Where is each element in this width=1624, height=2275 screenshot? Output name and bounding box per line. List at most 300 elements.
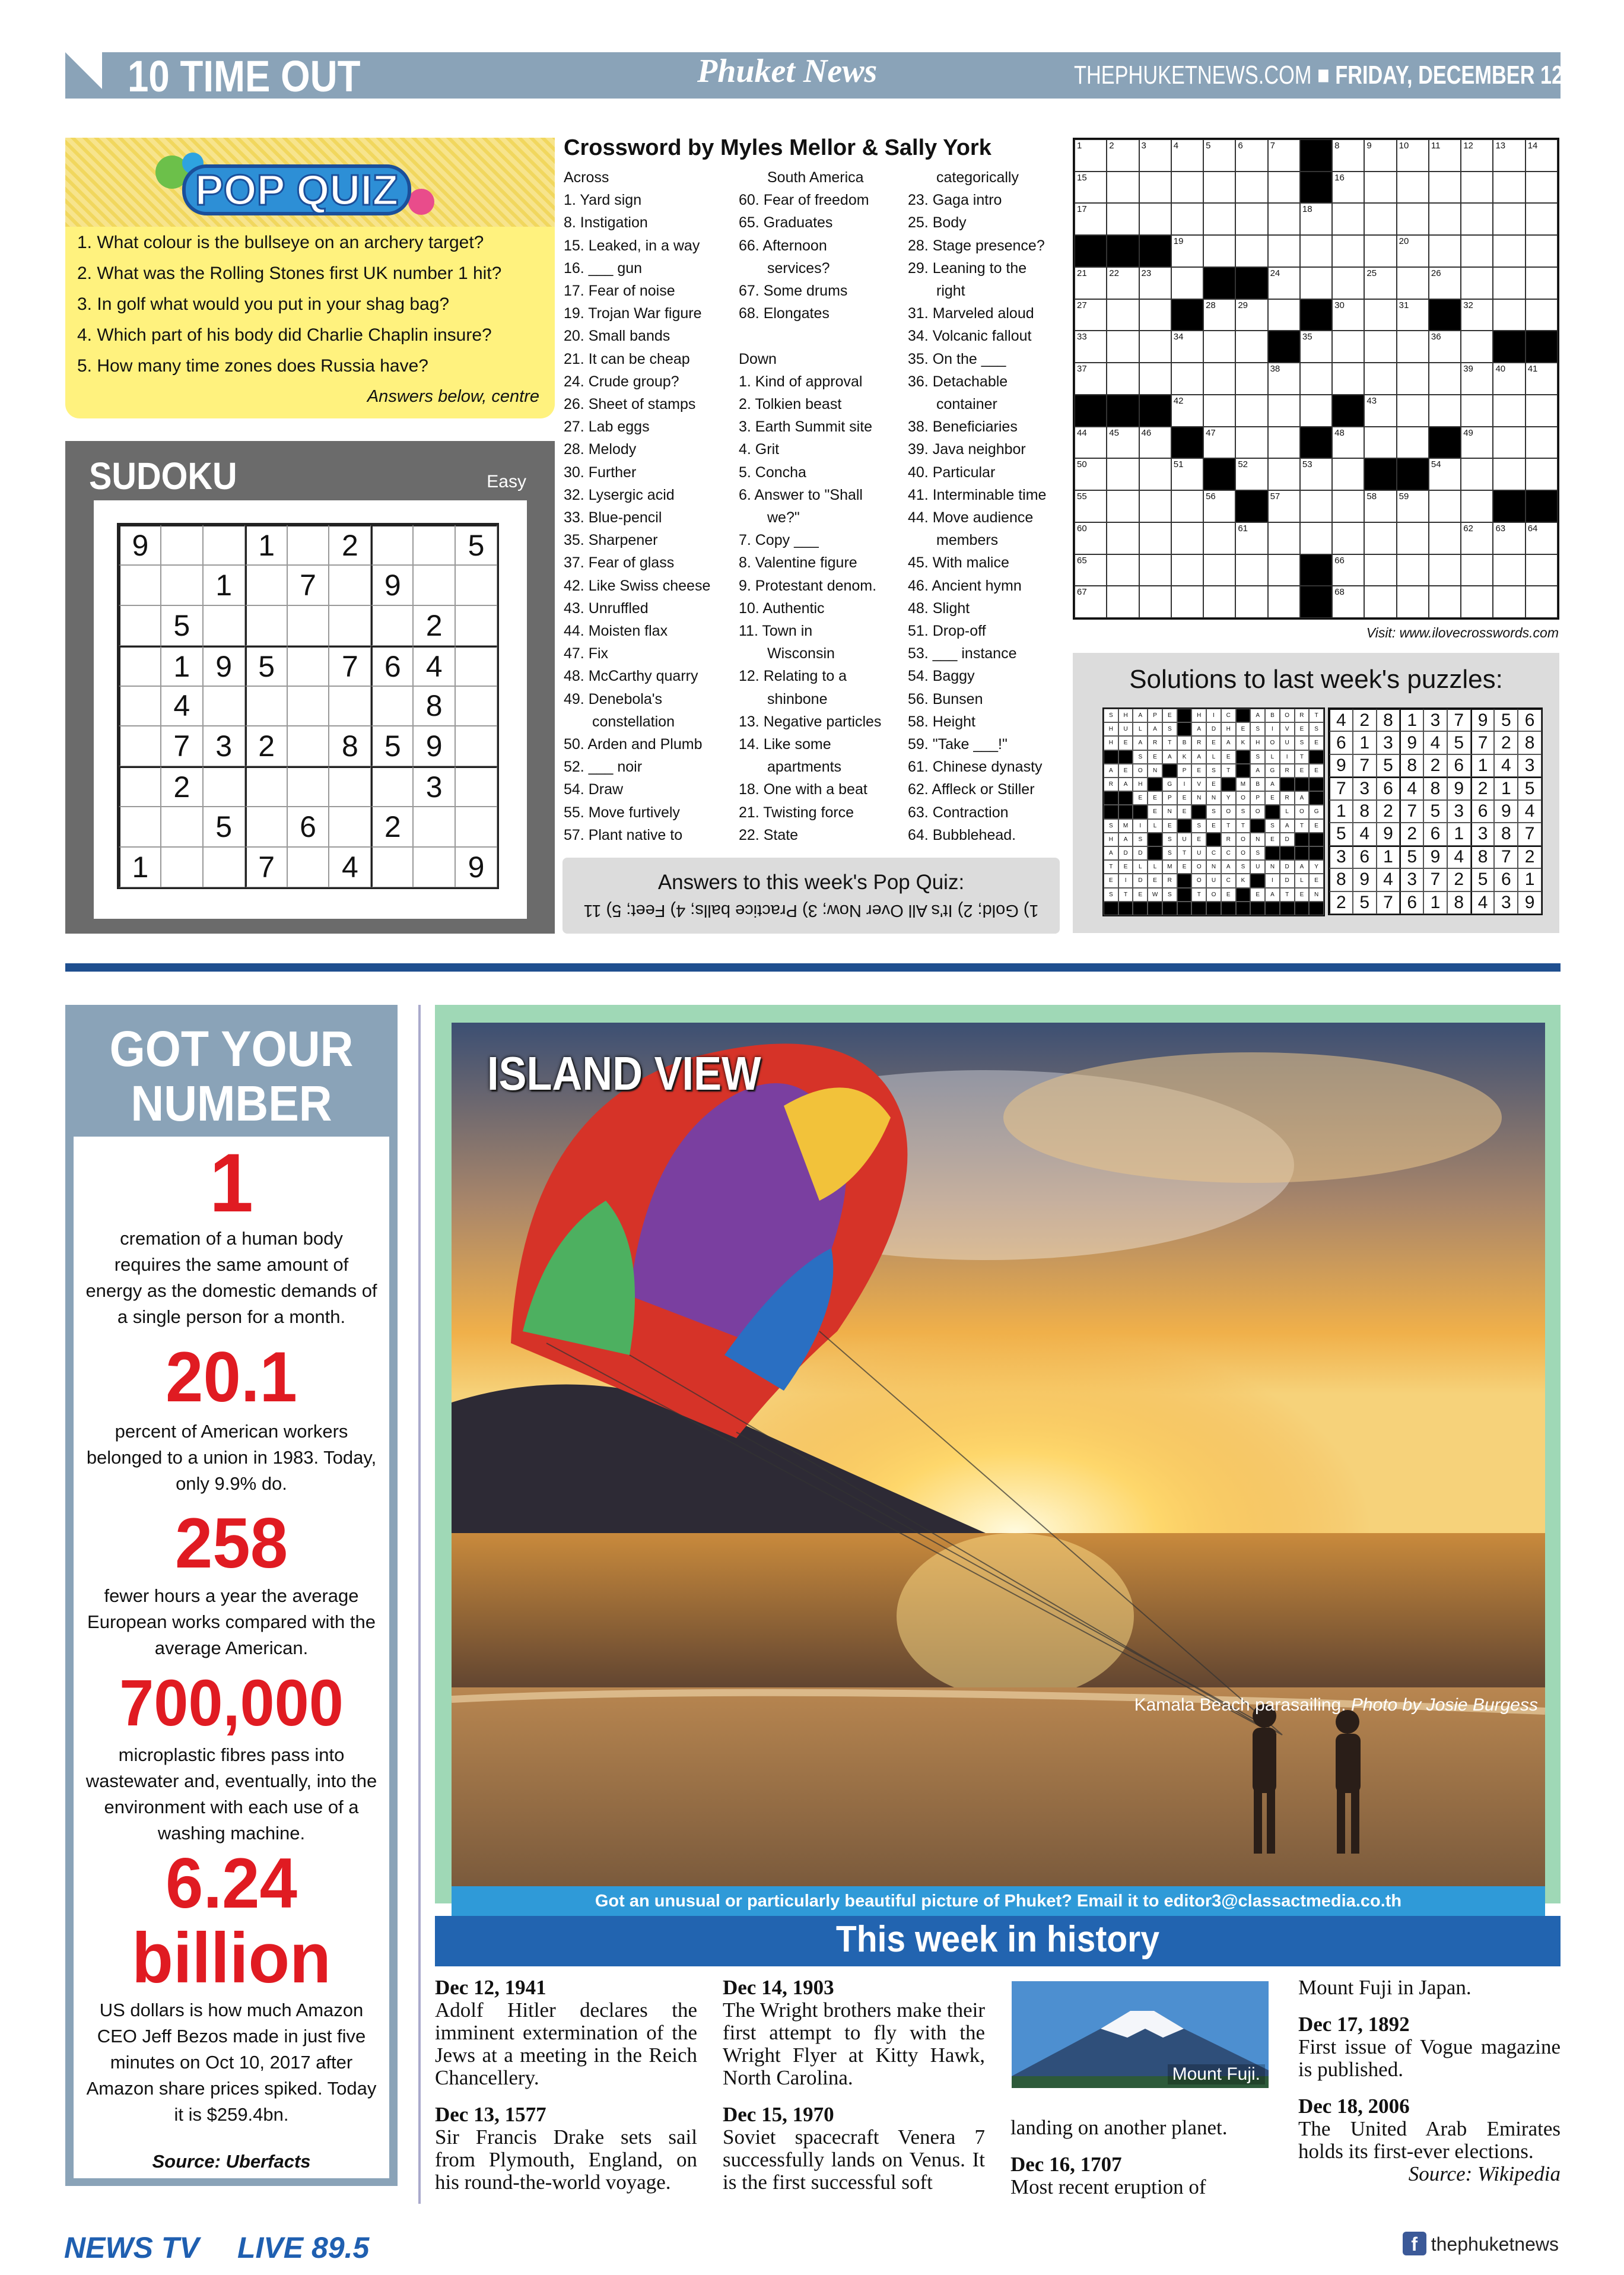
sudoku-cell[interactable]: 4 — [329, 847, 371, 887]
crossword-cell[interactable] — [1268, 586, 1300, 618]
sudoku-cell[interactable]: 1 — [203, 565, 245, 605]
sudoku-cell[interactable] — [119, 646, 161, 686]
crossword-cell[interactable] — [1268, 363, 1300, 395]
crossword-cell[interactable] — [1526, 172, 1558, 204]
sudoku-cell[interactable]: 9 — [455, 847, 497, 887]
crossword-cell[interactable] — [1171, 203, 1203, 235]
crossword-cell[interactable] — [1300, 427, 1332, 459]
crossword-cell[interactable] — [1075, 299, 1107, 331]
crossword-cell[interactable] — [1075, 172, 1107, 204]
crossword-cell[interactable] — [1461, 363, 1493, 395]
crossword-cell[interactable] — [1332, 299, 1364, 331]
crossword-cell[interactable] — [1332, 203, 1364, 235]
sudoku-cell[interactable] — [119, 565, 161, 605]
crossword-grid[interactable] — [1073, 138, 1559, 620]
crossword-cell[interactable] — [1461, 490, 1493, 522]
crossword-cell[interactable] — [1300, 267, 1332, 299]
crossword-cell[interactable] — [1300, 172, 1332, 204]
crossword-cell[interactable] — [1268, 139, 1300, 172]
crossword-cell[interactable] — [1139, 331, 1171, 363]
crossword-cell[interactable] — [1526, 267, 1558, 299]
crossword-cell[interactable] — [1268, 203, 1300, 235]
crossword-cell[interactable] — [1139, 458, 1171, 490]
sudoku-cell[interactable]: 5 — [203, 807, 245, 847]
crossword-cell[interactable] — [1107, 458, 1139, 490]
crossword-cell[interactable] — [1235, 427, 1267, 459]
sudoku-cell[interactable]: 6 — [287, 807, 329, 847]
sudoku-cell[interactable]: 1 — [119, 847, 161, 887]
crossword-cell[interactable] — [1332, 235, 1364, 267]
crossword-cell[interactable] — [1075, 235, 1107, 267]
crossword-cell[interactable] — [1300, 299, 1332, 331]
sudoku-cell[interactable] — [119, 726, 161, 766]
sudoku-cell[interactable] — [329, 766, 371, 807]
sudoku-cell[interactable] — [455, 726, 497, 766]
crossword-cell[interactable] — [1139, 267, 1171, 299]
crossword-cell[interactable] — [1461, 395, 1493, 427]
crossword-cell[interactable] — [1332, 427, 1364, 459]
crossword-cell[interactable] — [1235, 458, 1267, 490]
crossword-cell[interactable] — [1429, 395, 1461, 427]
sudoku-cell[interactable] — [119, 605, 161, 646]
sudoku-cell[interactable] — [287, 686, 329, 726]
crossword-cell[interactable] — [1429, 522, 1461, 554]
crossword-cell[interactable] — [1332, 172, 1364, 204]
crossword-cell[interactable] — [1300, 331, 1332, 363]
crossword-cell[interactable] — [1493, 395, 1525, 427]
sudoku-cell[interactable] — [203, 766, 245, 807]
sudoku-cell[interactable] — [203, 847, 245, 887]
sudoku-cell[interactable]: 7 — [161, 726, 203, 766]
crossword-cell[interactable] — [1526, 139, 1558, 172]
crossword-cell[interactable] — [1268, 395, 1300, 427]
crossword-cell[interactable] — [1493, 490, 1525, 522]
crossword-cell[interactable] — [1493, 458, 1525, 490]
crossword-cell[interactable] — [1429, 586, 1461, 618]
crossword-cell[interactable] — [1461, 235, 1493, 267]
crossword-cell[interactable] — [1493, 139, 1525, 172]
crossword-cell[interactable] — [1107, 427, 1139, 459]
crossword-cell[interactable] — [1268, 522, 1300, 554]
sudoku-cell[interactable]: 9 — [119, 525, 161, 565]
sudoku-cell[interactable]: 5 — [455, 525, 497, 565]
crossword-cell[interactable] — [1107, 267, 1139, 299]
crossword-cell[interactable] — [1107, 586, 1139, 618]
sudoku-cell[interactable] — [119, 686, 161, 726]
sudoku-cell[interactable]: 5 — [161, 605, 203, 646]
sudoku-cell[interactable] — [413, 525, 455, 565]
crossword-cell[interactable] — [1526, 331, 1558, 363]
crossword-credit[interactable]: Visit: www.ilovecrosswords.com — [1366, 625, 1559, 640]
crossword-cell[interactable] — [1075, 586, 1107, 618]
sudoku-cell[interactable] — [371, 605, 413, 646]
crossword-cell[interactable] — [1107, 554, 1139, 586]
crossword-cell[interactable] — [1268, 490, 1300, 522]
crossword-cell[interactable] — [1075, 363, 1107, 395]
crossword-cell[interactable] — [1171, 395, 1203, 427]
crossword-cell[interactable] — [1300, 363, 1332, 395]
crossword-cell[interactable] — [1235, 267, 1267, 299]
crossword-cell[interactable] — [1332, 331, 1364, 363]
sudoku-cell[interactable] — [329, 605, 371, 646]
crossword-cell[interactable] — [1075, 267, 1107, 299]
crossword-cell[interactable] — [1364, 490, 1396, 522]
crossword-cell[interactable] — [1171, 299, 1203, 331]
crossword-cell[interactable] — [1235, 172, 1267, 204]
crossword-cell[interactable] — [1526, 458, 1558, 490]
sudoku-cell[interactable]: 4 — [161, 686, 203, 726]
crossword-cell[interactable] — [1429, 139, 1461, 172]
crossword-cell[interactable] — [1397, 427, 1429, 459]
crossword-cell[interactable] — [1139, 522, 1171, 554]
sudoku-cell[interactable]: 3 — [413, 766, 455, 807]
crossword-cell[interactable] — [1526, 427, 1558, 459]
crossword-cell[interactable] — [1364, 586, 1396, 618]
crossword-cell[interactable] — [1139, 490, 1171, 522]
crossword-cell[interactable] — [1364, 395, 1396, 427]
crossword-cell[interactable] — [1171, 331, 1203, 363]
crossword-cell[interactable] — [1203, 458, 1235, 490]
crossword-cell[interactable] — [1139, 299, 1171, 331]
crossword-cell[interactable] — [1493, 172, 1525, 204]
crossword-cell[interactable] — [1300, 458, 1332, 490]
crossword-cell[interactable] — [1139, 586, 1171, 618]
crossword-cell[interactable] — [1107, 363, 1139, 395]
crossword-cell[interactable] — [1139, 554, 1171, 586]
crossword-cell[interactable] — [1429, 235, 1461, 267]
crossword-cell[interactable] — [1235, 235, 1267, 267]
crossword-cell[interactable] — [1300, 203, 1332, 235]
sudoku-cell[interactable] — [119, 807, 161, 847]
crossword-cell[interactable] — [1107, 522, 1139, 554]
sudoku-cell[interactable] — [161, 847, 203, 887]
sudoku-cell[interactable] — [287, 646, 329, 686]
crossword-cell[interactable] — [1139, 139, 1171, 172]
crossword-cell[interactable] — [1075, 331, 1107, 363]
crossword-cell[interactable] — [1461, 139, 1493, 172]
sudoku-cell[interactable]: 3 — [203, 726, 245, 766]
crossword-cell[interactable] — [1107, 172, 1139, 204]
crossword-cell[interactable] — [1332, 522, 1364, 554]
crossword-cell[interactable] — [1107, 299, 1139, 331]
crossword-cell[interactable] — [1235, 203, 1267, 235]
crossword-cell[interactable] — [1171, 172, 1203, 204]
crossword-cell[interactable] — [1139, 172, 1171, 204]
crossword-cell[interactable] — [1235, 586, 1267, 618]
sudoku-cell[interactable] — [203, 686, 245, 726]
sudoku-cell[interactable] — [371, 686, 413, 726]
sudoku-cell[interactable] — [287, 726, 329, 766]
crossword-cell[interactable] — [1203, 363, 1235, 395]
crossword-cell[interactable] — [1397, 172, 1429, 204]
sudoku-cell[interactable] — [455, 646, 497, 686]
sudoku-cell[interactable]: 2 — [413, 605, 455, 646]
crossword-cell[interactable] — [1461, 554, 1493, 586]
sudoku-cell[interactable] — [287, 847, 329, 887]
crossword-cell[interactable] — [1300, 139, 1332, 172]
crossword-cell[interactable] — [1461, 522, 1493, 554]
sudoku-cell[interactable] — [329, 565, 371, 605]
crossword-cell[interactable] — [1526, 395, 1558, 427]
crossword-cell[interactable] — [1364, 299, 1396, 331]
crossword-cell[interactable] — [1397, 395, 1429, 427]
sudoku-cell[interactable] — [371, 525, 413, 565]
crossword-cell[interactable] — [1429, 427, 1461, 459]
crossword-cell[interactable] — [1364, 203, 1396, 235]
crossword-cell[interactable] — [1300, 554, 1332, 586]
sudoku-cell[interactable] — [161, 807, 203, 847]
crossword-cell[interactable] — [1235, 522, 1267, 554]
crossword-cell[interactable] — [1526, 203, 1558, 235]
crossword-cell[interactable] — [1107, 395, 1139, 427]
sudoku-cell[interactable] — [245, 605, 287, 646]
crossword-cell[interactable] — [1139, 395, 1171, 427]
crossword-cell[interactable] — [1268, 427, 1300, 459]
crossword-cell[interactable] — [1235, 299, 1267, 331]
sudoku-cell[interactable] — [245, 686, 287, 726]
crossword-cell[interactable] — [1397, 363, 1429, 395]
crossword-cell[interactable] — [1493, 586, 1525, 618]
crossword-cell[interactable] — [1203, 554, 1235, 586]
sudoku-cell[interactable] — [203, 605, 245, 646]
crossword-cell[interactable] — [1461, 331, 1493, 363]
crossword-cell[interactable] — [1493, 299, 1525, 331]
sudoku-cell[interactable]: 4 — [413, 646, 455, 686]
crossword-cell[interactable] — [1397, 554, 1429, 586]
crossword-cell[interactable] — [1397, 139, 1429, 172]
crossword-cell[interactable] — [1300, 395, 1332, 427]
crossword-cell[interactable] — [1075, 490, 1107, 522]
sudoku-cell[interactable]: 1 — [161, 646, 203, 686]
crossword-cell[interactable] — [1364, 139, 1396, 172]
crossword-cell[interactable] — [1526, 299, 1558, 331]
crossword-cell[interactable] — [1203, 235, 1235, 267]
crossword-cell[interactable] — [1461, 267, 1493, 299]
crossword-cell[interactable] — [1075, 554, 1107, 586]
crossword-cell[interactable] — [1300, 490, 1332, 522]
sudoku-cell[interactable] — [245, 807, 287, 847]
live-radio-logo[interactable]: LIVE 89.5 — [237, 2231, 370, 2264]
crossword-cell[interactable] — [1235, 363, 1267, 395]
crossword-cell[interactable] — [1461, 586, 1493, 618]
crossword-cell[interactable] — [1493, 235, 1525, 267]
crossword-cell[interactable] — [1493, 522, 1525, 554]
crossword-cell[interactable] — [1075, 203, 1107, 235]
crossword-cell[interactable] — [1397, 299, 1429, 331]
site-url[interactable]: THEPHUKETNEWS.COM — [1074, 61, 1312, 90]
crossword-cell[interactable] — [1235, 139, 1267, 172]
sudoku-cell[interactable] — [287, 525, 329, 565]
sudoku-cell[interactable] — [455, 686, 497, 726]
crossword-cell[interactable] — [1397, 522, 1429, 554]
crossword-cell[interactable] — [1332, 395, 1364, 427]
sudoku-cell[interactable]: 2 — [371, 807, 413, 847]
crossword-cell[interactable] — [1235, 554, 1267, 586]
crossword-cell[interactable] — [1526, 235, 1558, 267]
sudoku-cell[interactable] — [245, 565, 287, 605]
crossword-cell[interactable] — [1075, 395, 1107, 427]
crossword-cell[interactable] — [1429, 490, 1461, 522]
crossword-cell[interactable] — [1107, 235, 1139, 267]
crossword-cell[interactable] — [1526, 490, 1558, 522]
sudoku-cell[interactable] — [455, 565, 497, 605]
crossword-cell[interactable] — [1461, 172, 1493, 204]
crossword-cell[interactable] — [1526, 554, 1558, 586]
crossword-cell[interactable] — [1171, 427, 1203, 459]
crossword-cell[interactable] — [1203, 522, 1235, 554]
crossword-cell[interactable] — [1364, 554, 1396, 586]
crossword-cell[interactable] — [1203, 139, 1235, 172]
crossword-cell[interactable] — [1268, 172, 1300, 204]
crossword-cell[interactable] — [1364, 172, 1396, 204]
crossword-cell[interactable] — [1364, 427, 1396, 459]
crossword-cell[interactable] — [1268, 554, 1300, 586]
sudoku-cell[interactable]: 7 — [329, 646, 371, 686]
crossword-cell[interactable] — [1493, 363, 1525, 395]
crossword-cell[interactable] — [1171, 586, 1203, 618]
sudoku-cell[interactable] — [329, 807, 371, 847]
crossword-cell[interactable] — [1107, 331, 1139, 363]
crossword-cell[interactable] — [1429, 363, 1461, 395]
sudoku-cell[interactable]: 9 — [413, 726, 455, 766]
crossword-cell[interactable] — [1139, 203, 1171, 235]
crossword-cell[interactable] — [1235, 395, 1267, 427]
crossword-cell[interactable] — [1397, 490, 1429, 522]
sudoku-cell[interactable] — [329, 686, 371, 726]
crossword-cell[interactable] — [1268, 267, 1300, 299]
sudoku-cell[interactable]: 8 — [413, 686, 455, 726]
crossword-cell[interactable] — [1526, 586, 1558, 618]
crossword-cell[interactable] — [1171, 522, 1203, 554]
crossword-cell[interactable] — [1203, 586, 1235, 618]
crossword-cell[interactable] — [1268, 331, 1300, 363]
crossword-cell[interactable] — [1075, 458, 1107, 490]
crossword-cell[interactable] — [1397, 331, 1429, 363]
crossword-cell[interactable] — [1493, 427, 1525, 459]
crossword-cell[interactable] — [1429, 331, 1461, 363]
crossword-cell[interactable] — [1526, 363, 1558, 395]
sudoku-cell[interactable] — [287, 766, 329, 807]
crossword-cell[interactable] — [1429, 458, 1461, 490]
sudoku-cell[interactable]: 7 — [245, 847, 287, 887]
crossword-cell[interactable] — [1332, 267, 1364, 299]
crossword-cell[interactable] — [1203, 395, 1235, 427]
crossword-cell[interactable] — [1300, 235, 1332, 267]
crossword-cell[interactable] — [1429, 203, 1461, 235]
crossword-cell[interactable] — [1171, 267, 1203, 299]
crossword-cell[interactable] — [1461, 427, 1493, 459]
crossword-cell[interactable] — [1203, 203, 1235, 235]
sudoku-cell[interactable]: 9 — [203, 646, 245, 686]
sudoku-cell[interactable] — [455, 807, 497, 847]
crossword-cell[interactable] — [1107, 203, 1139, 235]
crossword-cell[interactable] — [1203, 490, 1235, 522]
sudoku-cell[interactable] — [371, 766, 413, 807]
crossword-cell[interactable] — [1171, 235, 1203, 267]
crossword-cell[interactable] — [1429, 554, 1461, 586]
crossword-cell[interactable] — [1397, 458, 1429, 490]
crossword-cell[interactable] — [1461, 299, 1493, 331]
crossword-cell[interactable] — [1300, 586, 1332, 618]
crossword-cell[interactable] — [1364, 363, 1396, 395]
crossword-cell[interactable] — [1429, 172, 1461, 204]
crossword-cell[interactable] — [1075, 139, 1107, 172]
crossword-cell[interactable] — [1171, 490, 1203, 522]
sudoku-cell[interactable] — [413, 847, 455, 887]
sudoku-cell[interactable] — [371, 847, 413, 887]
sudoku-cell[interactable] — [161, 525, 203, 565]
sudoku-cell[interactable]: 2 — [161, 766, 203, 807]
crossword-cell[interactable] — [1493, 267, 1525, 299]
sudoku-cell[interactable] — [413, 807, 455, 847]
crossword-cell[interactable] — [1235, 331, 1267, 363]
crossword-cell[interactable] — [1300, 522, 1332, 554]
crossword-cell[interactable] — [1107, 139, 1139, 172]
crossword-cell[interactable] — [1075, 522, 1107, 554]
crossword-cell[interactable] — [1332, 586, 1364, 618]
crossword-cell[interactable] — [1397, 586, 1429, 618]
crossword-cell[interactable] — [1493, 331, 1525, 363]
crossword-cell[interactable] — [1429, 267, 1461, 299]
crossword-cell[interactable] — [1397, 203, 1429, 235]
crossword-cell[interactable] — [1075, 427, 1107, 459]
sudoku-cell[interactable]: 5 — [245, 646, 287, 686]
crossword-cell[interactable] — [1364, 331, 1396, 363]
sudoku-cell[interactable]: 9 — [371, 565, 413, 605]
crossword-cell[interactable] — [1203, 331, 1235, 363]
crossword-cell[interactable] — [1171, 554, 1203, 586]
crossword-cell[interactable] — [1493, 203, 1525, 235]
sudoku-cell[interactable]: 2 — [329, 525, 371, 565]
sudoku-grid[interactable] — [117, 523, 499, 889]
crossword-cell[interactable] — [1364, 522, 1396, 554]
crossword-cell[interactable] — [1364, 458, 1396, 490]
crossword-cell[interactable] — [1332, 458, 1364, 490]
crossword-cell[interactable] — [1461, 458, 1493, 490]
crossword-cell[interactable] — [1139, 427, 1171, 459]
submit-photo-banner[interactable]: Got an unusual or particularly beautiful picture of Phuket? Email it to editor3@classactmedia.co.th — [452, 1886, 1545, 1916]
sudoku-cell[interactable] — [455, 605, 497, 646]
crossword-cell[interactable] — [1268, 458, 1300, 490]
sudoku-cell[interactable]: 1 — [245, 525, 287, 565]
crossword-cell[interactable] — [1332, 139, 1364, 172]
crossword-cell[interactable] — [1203, 267, 1235, 299]
sudoku-cell[interactable]: 8 — [329, 726, 371, 766]
sudoku-cell[interactable]: 6 — [371, 646, 413, 686]
crossword-cell[interactable] — [1139, 235, 1171, 267]
crossword-cell[interactable] — [1107, 490, 1139, 522]
sudoku-cell[interactable] — [119, 766, 161, 807]
sudoku-cell[interactable] — [413, 565, 455, 605]
crossword-cell[interactable] — [1235, 490, 1267, 522]
crossword-cell[interactable] — [1203, 427, 1235, 459]
sudoku-cell[interactable] — [161, 565, 203, 605]
crossword-cell[interactable] — [1364, 235, 1396, 267]
crossword-cell[interactable] — [1397, 267, 1429, 299]
crossword-cell[interactable] — [1203, 172, 1235, 204]
sudoku-cell[interactable]: 5 — [371, 726, 413, 766]
news-tv-logo[interactable]: NEWS TV — [64, 2231, 199, 2264]
sudoku-cell[interactable] — [245, 766, 287, 807]
crossword-cell[interactable] — [1364, 267, 1396, 299]
sudoku-cell[interactable] — [203, 525, 245, 565]
crossword-cell[interactable] — [1332, 490, 1364, 522]
crossword-cell[interactable] — [1203, 299, 1235, 331]
crossword-cell[interactable] — [1171, 363, 1203, 395]
crossword-cell[interactable] — [1526, 522, 1558, 554]
crossword-cell[interactable] — [1461, 203, 1493, 235]
crossword-cell[interactable] — [1171, 458, 1203, 490]
